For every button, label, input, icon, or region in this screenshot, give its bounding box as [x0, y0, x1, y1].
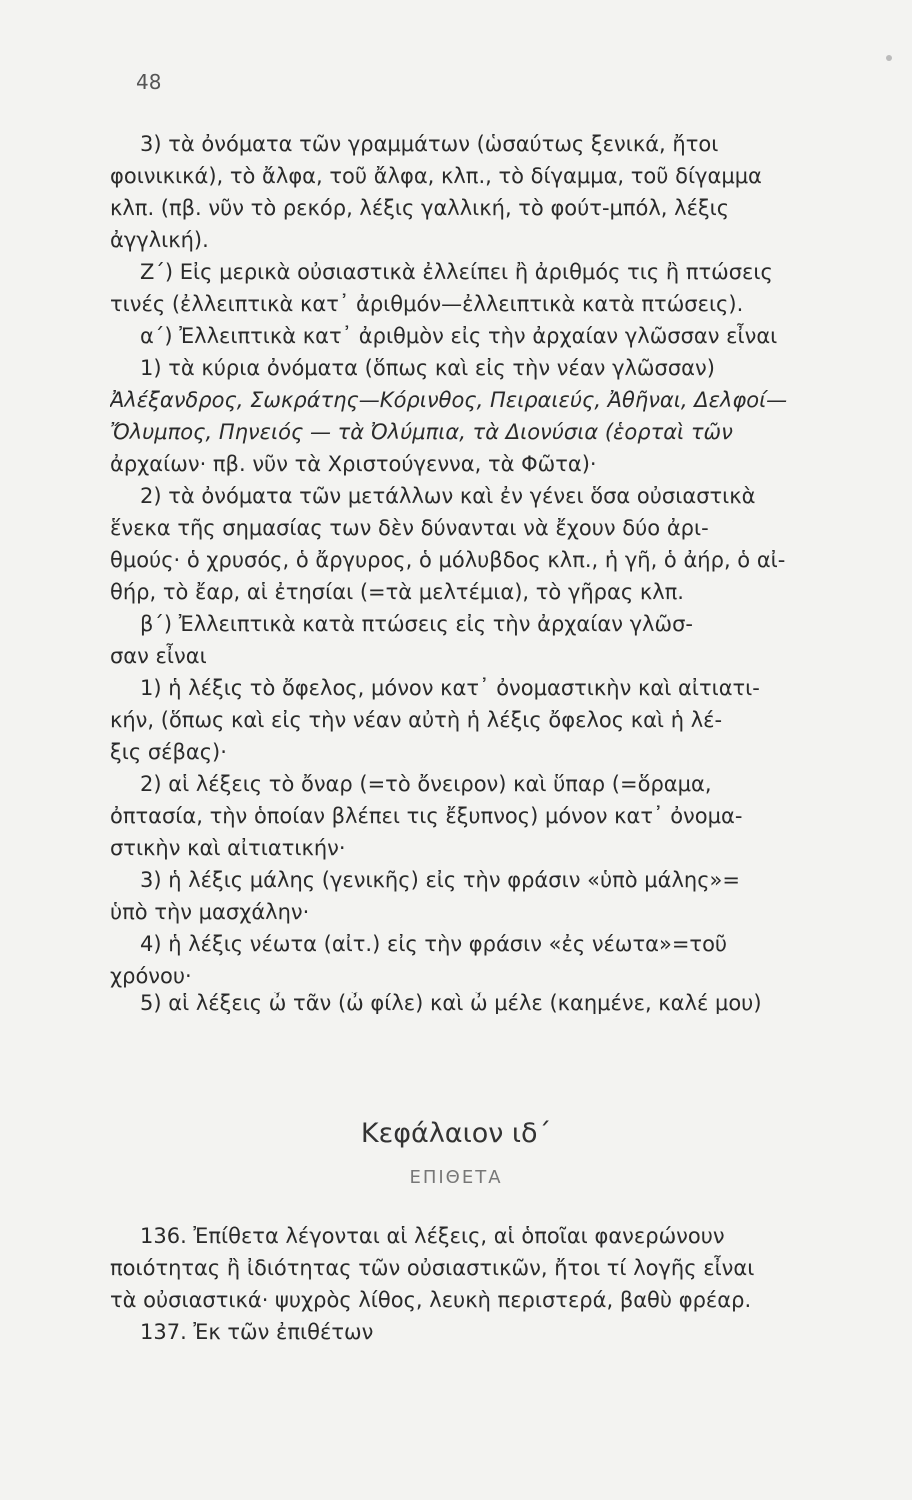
text-line: Ὄλυμπος, Πηνειός — τὰ Ὀλύμπια, τὰ Διονύσια (ἑορταὶ τῶν: [110, 420, 733, 444]
text-line: χρόνου·: [110, 964, 192, 988]
text-line: ὑπὸ τὴν μασχάλην·: [110, 900, 310, 924]
text-line: κλπ. (πβ. νῦν τὸ ρεκόρ, λέξις γαλλική, τὸ φούτ-μπόλ, λέξις: [110, 196, 730, 220]
text-line: φοινικικά), τὸ ἄλφα, τοῦ ἄλφα, κλπ., τὸ δίγαμμα, τοῦ δίγαμμα: [110, 164, 762, 188]
text-line: 3) τὰ ὀνόματα τῶν γραμμάτων (ὡσαύτως ξενικά, ἤτοι: [140, 132, 719, 156]
chapter-title: Κεφάλαιον ιδ΄: [360, 1118, 552, 1149]
text-line: ποιότητας ἢ ἰδιότητας τῶν οὐσιαστικῶν, ἤτοι τί λογῆς εἶναι: [110, 1256, 755, 1280]
page-smudge: [886, 55, 892, 61]
text-line: ἀγγλική).: [110, 228, 209, 252]
text-line: ἀρχαίων· πβ. νῦν τὰ Χριστούγεννα, τὰ Φῶτα)·: [110, 452, 597, 476]
text-line: 1) τὰ κύρια ὀνόματα (ὅπως καὶ εἰς τὴν νέαν γλῶσσαν): [140, 356, 715, 380]
text-line: α΄) Ἐλλειπτικὰ κατ᾽ ἀριθμὸν εἰς τὴν ἀρχαίαν γλῶσσαν εἶναι: [140, 324, 778, 348]
text-line: κήν, (ὅπως καὶ εἰς τὴν νέαν αὐτὴ ἡ λέξις ὄφελος καὶ ἡ λέ-: [110, 708, 723, 732]
body-text-bottom: [110, 1220, 880, 1348]
section-title: ΕΠΙΘΕΤΑ: [409, 1167, 503, 1188]
text-line: θμούς· ὁ χρυσός, ὁ ἄργυρος, ὁ μόλυβδος κλπ., ἡ γῆ, ὁ ἀήρ, ὁ αἰ-: [110, 548, 786, 572]
text-line: ξις σέβας)·: [110, 740, 227, 764]
page-number: 48: [136, 70, 162, 94]
text-line: στικὴν καὶ αἰτιατικήν·: [110, 836, 346, 860]
text-line: 1) ἡ λέξις τὸ ὄφελος, μόνον κατ᾽ ὀνομαστικὴν καὶ αἰτιατι-: [140, 676, 760, 700]
text-line: 2) τὰ ὀνόματα τῶν μετάλλων καὶ ἐν γένει ὅσα οὐσιαστικὰ: [140, 484, 756, 508]
text-line: ἕνεκα τῆς σημασίας των δὲν δύνανται νὰ ἔχουν δύο ἀρι-: [110, 516, 709, 540]
text-line: τινές (ἐλλειπτικὰ κατ᾽ ἀριθμόν—ἐλλειπτικὰ κατὰ πτώσεις).: [110, 292, 744, 316]
text-line: β΄) Ἐλλειπτικὰ κατὰ πτώσεις εἰς τὴν ἀρχαίαν γλῶσ-: [140, 612, 693, 636]
text-line: σαν εἶναι: [110, 644, 207, 668]
text-line: 2) αἱ λέξεις τὸ ὄναρ (=τὸ ὄνειρον) καὶ ὕπαρ (=ὅραμα,: [140, 772, 712, 796]
text-line: 137. Ἐκ τῶν ἐπιθέτων: [140, 1320, 374, 1344]
text-line: Ἀλέξανδρος, Σωκράτης—Κόρινθος, Πειραιεύς, Ἀθῆναι, Δελφοί—: [110, 388, 788, 412]
text-line: 3) ἡ λέξις μάλης (γενικῆς) εἰς τὴν φράσιν «ὑπὸ μάλης»=: [140, 868, 740, 892]
text-line: 5) αἱ λέξεις ὦ τᾶν (ὦ φίλε) καὶ ὦ μέλε (καημένε, καλέ μου): [140, 992, 762, 1014]
text-line: ὀπτασία, τὴν ὁποίαν βλέπει τις ἔξυπνος) μόνον κατ᾽ ὀνομα-: [110, 804, 743, 828]
text-line: 136. Ἐπίθετα λέγονται αἱ λέξεις, αἱ ὁποῖαι φανερώνουν: [140, 1224, 725, 1248]
text-line: Ζ΄) Εἰς μερικὰ οὐσιαστικὰ ἐλλείπει ἢ ἀριθμός τις ἢ πτώσεις: [140, 260, 773, 284]
text-line: θήρ, τὸ ἔαρ, αἱ ἐτησίαι (=τὰ μελτέμια), τὸ γῆρας κλπ.: [110, 580, 684, 604]
text-line: 4) ἡ λέξις νέωτα (αἰτ.) εἰς τὴν φράσιν «ἐς νέωτα»=τοῦ: [140, 932, 728, 956]
body-text-top: [110, 128, 880, 1014]
text-line: τὰ οὐσιαστικά· ψυχρὸς λίθος, λευκὴ περιστερά, βαθὺ φρέαρ.: [110, 1288, 752, 1312]
